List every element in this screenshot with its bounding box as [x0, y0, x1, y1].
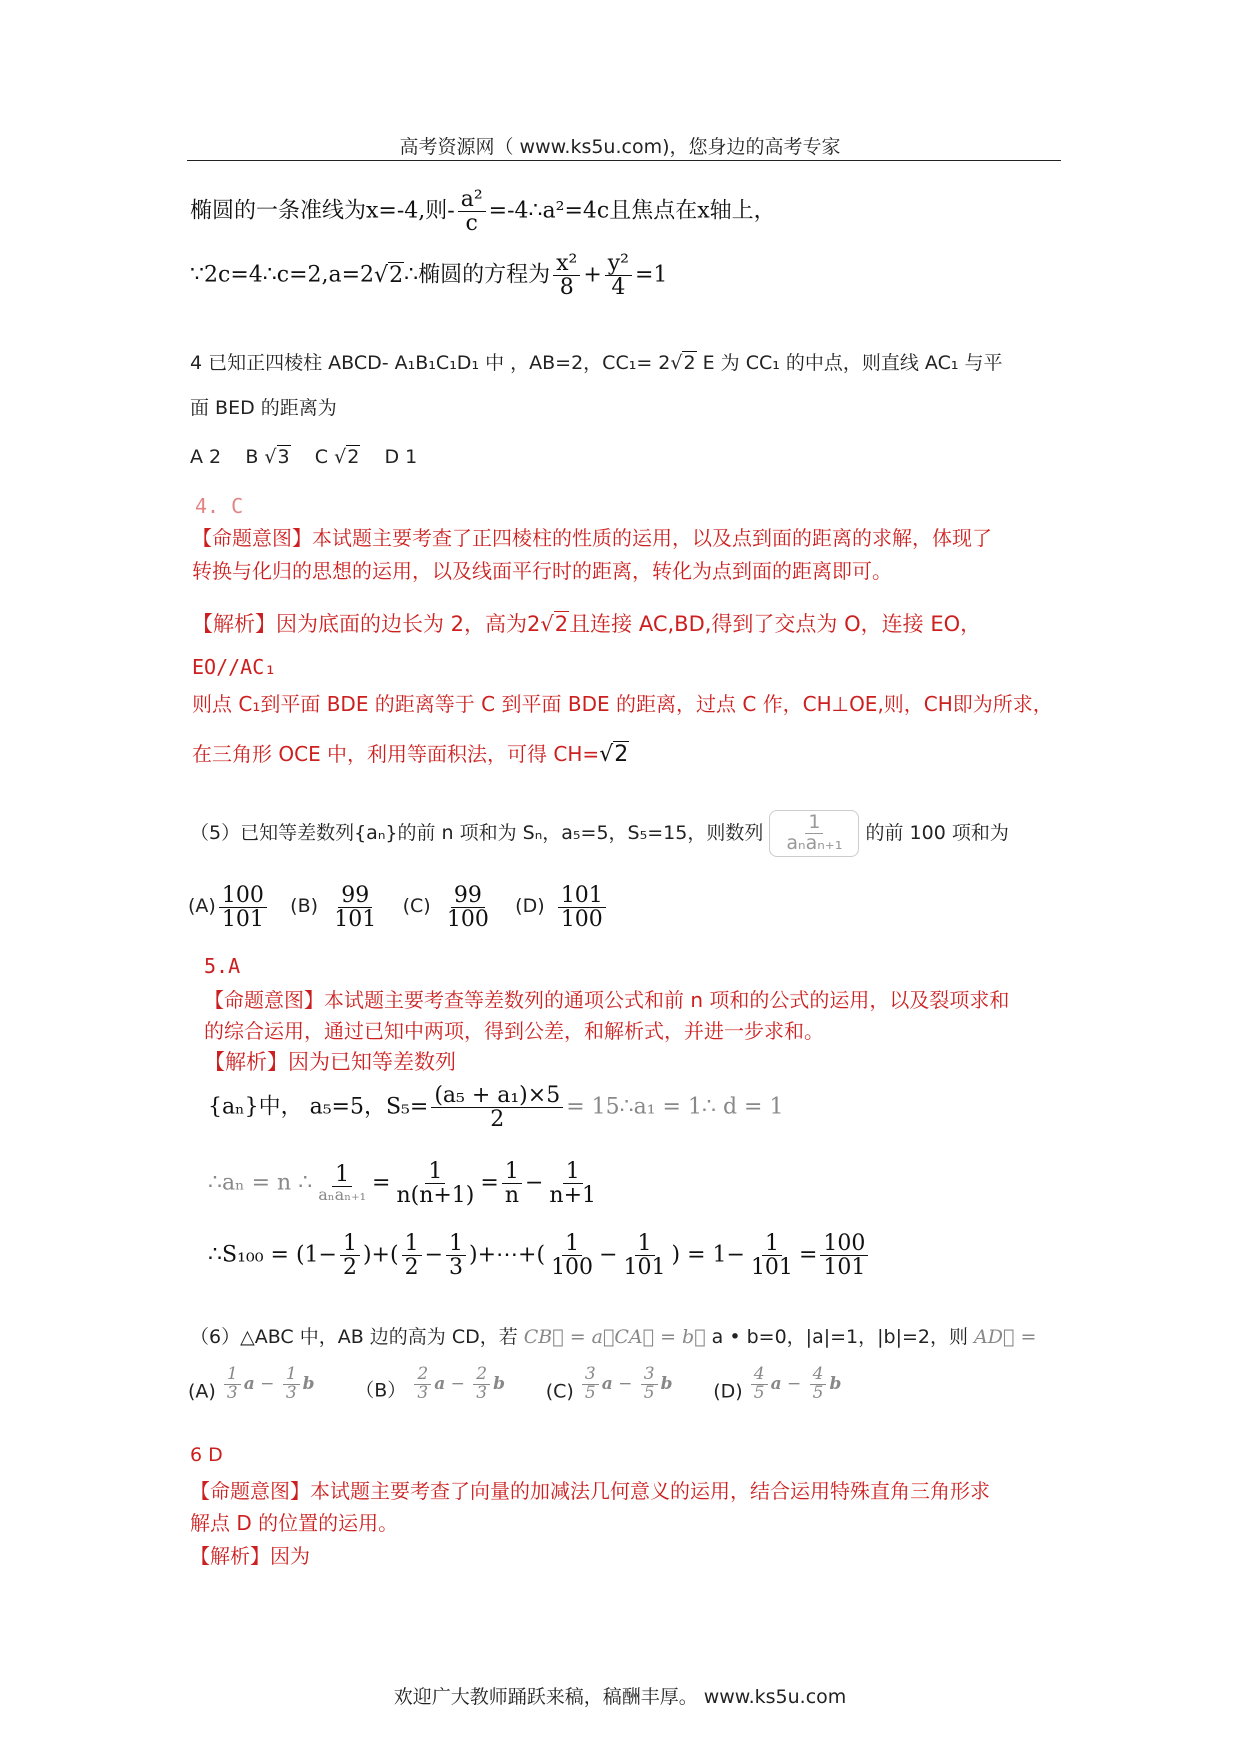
frac-den: 5 — [812, 1382, 824, 1403]
option-label: (C) — [402, 895, 431, 918]
q5-answer: 5.A — [204, 954, 241, 978]
vector-image-text: AD⃗ = — [974, 1326, 1037, 1348]
frac-num: 4 — [751, 1366, 768, 1385]
option-expression — [221, 1364, 315, 1403]
fraction — [502, 1160, 522, 1207]
prev-answer-line-1 — [190, 188, 776, 235]
fraction — [553, 252, 580, 299]
fraction — [283, 1366, 300, 1403]
text: =-4∴a²=4c且焦点在x轴上， — [488, 198, 776, 224]
frac-num: 1 — [805, 813, 823, 834]
text: = — [798, 1242, 818, 1268]
frac-num: 1 — [762, 1232, 782, 1256]
text: 的前 100 项和为 — [865, 821, 1009, 844]
sqrt: √2 — [334, 446, 360, 468]
q5-math-line-2 — [208, 1160, 602, 1207]
frac-den: 2 — [342, 1255, 357, 1281]
text: − — [618, 1373, 633, 1394]
frac-num: 1 — [502, 1160, 522, 1184]
text: ∴椭圆的方程为 — [404, 262, 551, 288]
option-label: (D) — [515, 895, 545, 918]
text: E 为 CC₁ 的中点，则直线 AC₁ 与平 — [696, 352, 1003, 374]
frac-den: 100 — [551, 1255, 594, 1281]
text: = — [372, 1170, 391, 1196]
option-label: (D) — [713, 1380, 743, 1403]
text: 【解析】因为底面的边长为 2，高为2 — [192, 612, 541, 636]
fraction — [431, 1084, 563, 1131]
option-b-label: B — [245, 446, 259, 468]
fraction — [582, 1366, 599, 1403]
text: − — [260, 1373, 275, 1394]
q4-analysis-line-4 — [192, 738, 629, 767]
q5-math-line-1 — [208, 1084, 783, 1131]
text: = — [480, 1170, 499, 1196]
text: + — [583, 262, 602, 288]
q4-stem-line-2: 面 BED 的距离为 — [190, 397, 337, 419]
text: = 15∴a₁ = 1∴ d = 1 — [566, 1094, 784, 1120]
option-c-label: C — [314, 446, 329, 468]
option-label: （B） — [355, 1379, 407, 1402]
frac-den: 4 — [611, 275, 626, 301]
vector-image-text: CB⃗ = a，CA⃗ = b， — [523, 1326, 706, 1348]
header-rule — [187, 160, 1061, 161]
q6-stem — [190, 1322, 1036, 1349]
sqrt: √3 — [264, 446, 290, 468]
frac-num: 1 — [425, 1160, 445, 1184]
frac-den: 2 — [490, 1107, 505, 1133]
fraction — [748, 1232, 796, 1279]
frac-num: 1 — [446, 1232, 466, 1256]
radicand: 2 — [683, 352, 696, 374]
frac-den: 3 — [476, 1382, 488, 1403]
frac-den: 101 — [334, 907, 377, 933]
frac-den: 101 — [750, 1255, 793, 1281]
fraction — [548, 1232, 596, 1279]
frac-num: y² — [605, 252, 632, 276]
fraction — [810, 1366, 827, 1403]
option-expression — [748, 1364, 842, 1403]
fraction — [605, 252, 632, 299]
fraction — [558, 884, 606, 931]
radicand: 3 — [277, 446, 290, 468]
frac-num: 1 — [283, 1366, 300, 1385]
q5-options — [188, 884, 609, 931]
fraction — [783, 813, 845, 854]
fraction — [414, 1366, 431, 1403]
text: − — [787, 1373, 802, 1394]
fraction — [224, 1366, 241, 1403]
sequence-set-image — [769, 810, 859, 857]
vector-a: a — [601, 1373, 613, 1394]
frac-num: x² — [553, 252, 580, 276]
option-label: (B) — [290, 895, 319, 918]
vector-b: b — [829, 1373, 842, 1394]
q5-intent-line-1: 【命题意图】本试题主要考查等差数列的通项公式和前 n 项和的公式的运用，以及裂项求和 — [204, 988, 1010, 1012]
radicand: 2 — [554, 612, 569, 636]
text: − — [424, 1242, 444, 1268]
vector-a: a — [770, 1373, 782, 1394]
text: ∴S₁₀₀ = (1− — [208, 1242, 337, 1268]
option-label: (A) — [188, 1380, 216, 1403]
fraction — [331, 884, 379, 931]
q4-answer: 4. C — [195, 494, 244, 518]
fraction — [458, 188, 486, 235]
frac-den: 101 — [823, 1255, 866, 1281]
option-label: (A) — [188, 895, 216, 918]
q4-analysis-line-1 — [192, 608, 981, 638]
text: {aₙ}中， a₅=5，S₅= — [208, 1094, 429, 1120]
sqrt: √2 — [670, 352, 696, 374]
vector-b: b — [302, 1373, 315, 1394]
q5-math-line-3 — [208, 1232, 871, 1279]
q5-stem — [190, 810, 1009, 857]
text: ∴aₙ = n ∴ — [208, 1170, 313, 1196]
text: ∵2c=4∴c=2,a=2 — [190, 262, 375, 288]
vector-a: a — [243, 1373, 255, 1394]
frac-num: 2 — [473, 1366, 490, 1385]
text: − — [524, 1170, 544, 1196]
vector-b: b — [660, 1373, 673, 1394]
sqrt: √2 — [599, 742, 629, 767]
prev-answer-line-2 — [190, 252, 667, 299]
fraction — [621, 1232, 669, 1279]
page-header: 高考资源网（ www.ks5u.com)，您身边的高考专家 — [399, 136, 841, 158]
fraction — [473, 1366, 490, 1403]
frac-num: 4 — [810, 1366, 827, 1385]
option-expression — [579, 1364, 673, 1403]
sqrt: √2 — [540, 612, 569, 636]
frac-den: 101 — [221, 907, 264, 933]
frac-num: 100 — [219, 884, 267, 908]
q4-intent-line-2: 转换与化归的思想的运用，以及线面平行时的距离，转化为点到面的距离即可。 — [192, 559, 892, 583]
text: 椭圆的一条准线为x=-4,则- — [190, 198, 455, 224]
frac-den: 5 — [643, 1382, 655, 1403]
vector-a: a — [434, 1373, 446, 1394]
text: − — [450, 1373, 465, 1394]
frac-den: 3 — [449, 1255, 464, 1281]
frac-num: 3 — [641, 1366, 658, 1385]
option-d: D 1 — [384, 446, 418, 468]
fraction — [315, 1163, 369, 1204]
frac-den: aₙaₙ₊₁ — [318, 1185, 366, 1205]
text: )+⋯+( — [469, 1242, 546, 1268]
frac-num: 1 — [332, 1163, 352, 1187]
text: − — [599, 1242, 618, 1268]
text: 在三角形 OCE 中，利用等面积法，可得 CH= — [192, 742, 600, 766]
frac-num: 1 — [562, 1232, 582, 1256]
frac-den: 3 — [285, 1382, 297, 1403]
text: （5）已知等差数列{aₙ}的前 n 项和为 Sₙ，a₅=5，S₅=15，则数列 — [190, 821, 764, 844]
frac-den: 3 — [226, 1382, 238, 1403]
text: )+( — [362, 1242, 399, 1268]
q4-intent-line-1: 【命题意图】本试题主要考查了正四棱柱的性质的运用，以及点到面的距离的求解，体现了 — [192, 526, 992, 550]
frac-den: c — [465, 211, 478, 237]
option-a: A 2 — [190, 446, 222, 468]
frac-den: 100 — [560, 907, 603, 933]
q5-intent-line-2: 的综合运用，通过已知中两项，得到公差，和解析式，并进一步求和。 — [204, 1019, 824, 1043]
frac-num: 101 — [558, 884, 606, 908]
frac-den: n+1 — [549, 1183, 597, 1209]
text: （6）△ABC 中，AB 边的高为 CD，若 — [190, 1326, 518, 1348]
fraction — [219, 884, 267, 931]
sqrt: √2 — [374, 262, 404, 288]
q6-intent-line-2: 解点 D 的位置的运用。 — [190, 1511, 399, 1535]
page-footer: 欢迎广大教师踊跃来稿，稿酬丰厚。 www.ks5u.com — [393, 1686, 847, 1708]
fraction — [446, 1232, 466, 1279]
q4-stem-line-1 — [190, 348, 1003, 375]
fraction — [340, 1232, 360, 1279]
option-expression — [411, 1364, 505, 1403]
fraction — [393, 1160, 477, 1207]
frac-num: (a₅ + a₁)×5 — [431, 1084, 563, 1108]
q5-analysis-line-1: 【解析】因为已知等差数列 — [204, 1050, 456, 1074]
fraction — [546, 1160, 599, 1207]
frac-num: 2 — [414, 1366, 431, 1385]
frac-num: 99 — [451, 884, 485, 908]
q4-options — [190, 446, 417, 468]
q4-analysis-line-3: 则点 C₁到平面 BDE 的距离等于 C 到平面 BDE 的距离，过点 C 作，CH⊥OE,则，CH即为所求， — [192, 692, 1053, 716]
frac-den: 8 — [559, 275, 574, 301]
fraction — [641, 1366, 658, 1403]
frac-num: 1 — [635, 1232, 655, 1256]
fraction — [402, 1232, 422, 1279]
frac-den: 5 — [584, 1382, 596, 1403]
frac-den: 5 — [753, 1382, 765, 1403]
fraction — [751, 1366, 768, 1403]
frac-num: 99 — [338, 884, 372, 908]
option-label: (C) — [545, 1380, 574, 1403]
q6-answer: 6 D — [190, 1444, 223, 1466]
q4-analysis-line-2: EO//AC₁ — [192, 655, 277, 679]
q6-intent-line-1: 【命题意图】本试题主要考查了向量的加减法几何意义的运用，结合运用特殊直角三角形求 — [190, 1479, 990, 1503]
frac-num: 1 — [340, 1232, 360, 1256]
radicand: 2 — [389, 262, 404, 288]
radicand: 2 — [614, 742, 629, 767]
text: ) = 1− — [671, 1242, 745, 1268]
text: 4 已知正四棱柱 ABCD- A₁B₁C₁D₁ 中 ，AB=2，CC₁= 2 — [190, 352, 671, 374]
frac-num: 1 — [563, 1160, 583, 1184]
frac-num: 100 — [820, 1232, 868, 1256]
frac-num: 3 — [582, 1366, 599, 1385]
fraction — [444, 884, 492, 931]
frac-den: 3 — [417, 1382, 429, 1403]
frac-num: a² — [458, 188, 486, 212]
frac-den: n(n+1) — [396, 1183, 475, 1209]
frac-den: n — [504, 1183, 519, 1209]
q6-analysis-line-1: 【解析】因为 — [190, 1544, 310, 1568]
fraction — [820, 1232, 868, 1279]
frac-num: 1 — [402, 1232, 422, 1256]
text: =1 — [635, 262, 668, 288]
q6-options — [188, 1366, 841, 1403]
frac-num: 1 — [224, 1366, 241, 1385]
frac-den: 100 — [446, 907, 489, 933]
frac-den: 2 — [404, 1255, 419, 1281]
radicand: 2 — [347, 446, 360, 468]
text: a • b=0，|a|=1，|b|=2，则 — [711, 1326, 968, 1348]
text: 且连接 AC,BD,得到了交点为 O，连接 EO， — [569, 612, 982, 636]
vector-b: b — [493, 1373, 505, 1394]
frac-den: 101 — [623, 1255, 666, 1281]
frac-den: aₙaₙ₊₁ — [786, 831, 843, 854]
